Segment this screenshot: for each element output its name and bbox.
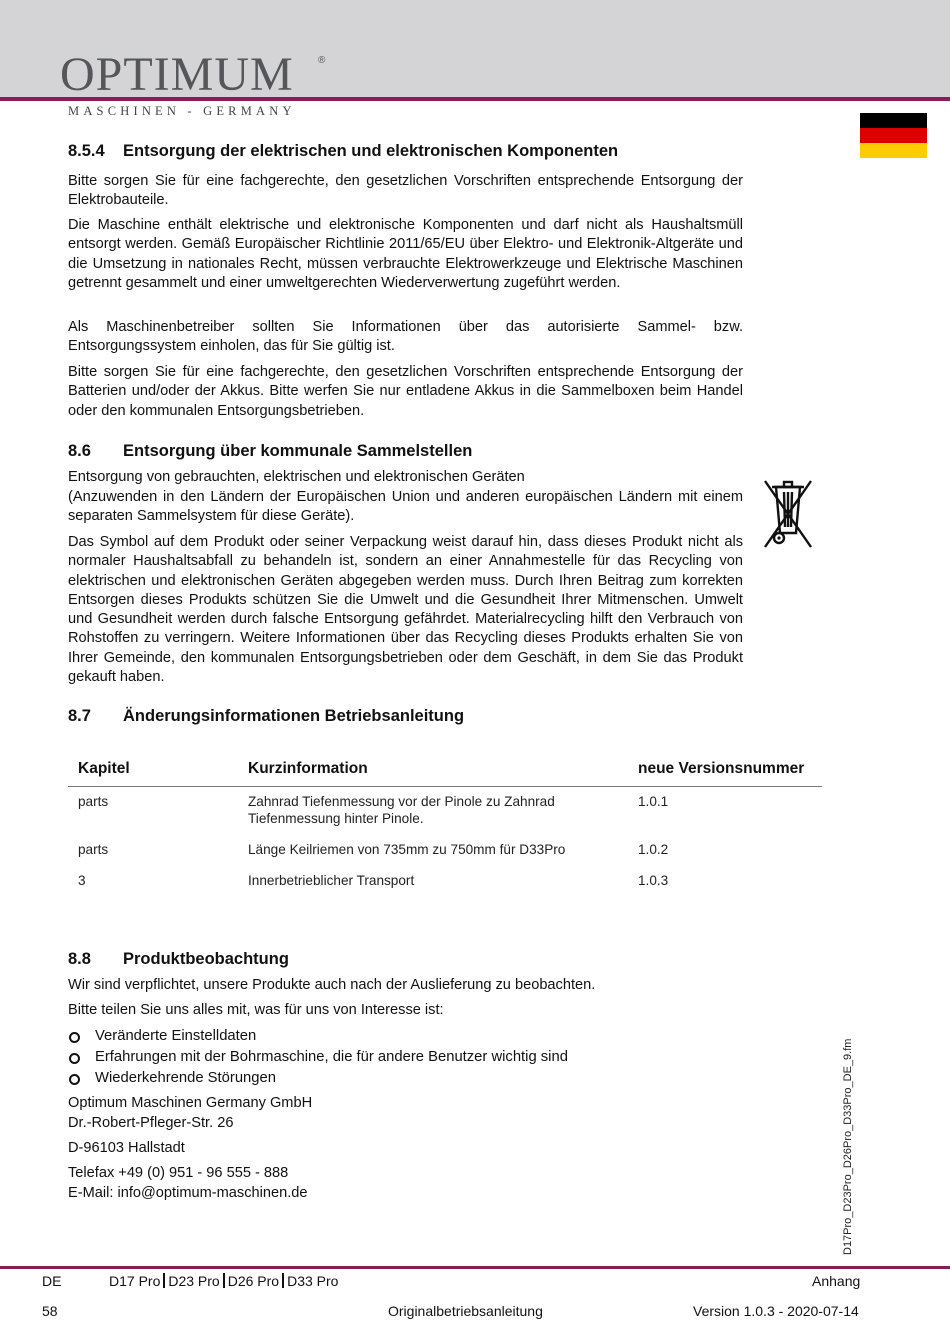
footer-divider	[0, 1266, 950, 1269]
paragraph: Wir sind verpflichtet, unsere Produkte auch nach der Auslieferung zu beobachten.	[68, 977, 596, 993]
section-heading-8-7: 8.7 Änderungsinformationen Betriebsanleitung	[68, 707, 465, 725]
bullet-circle-icon	[69, 1053, 80, 1064]
paragraph: Die Maschine enthält elektrische und elektronische Komponenten und darf nicht als Haushaltsmüll entsorgt werden. Gemäß Europäischer Richtlinie 2011/65/EU über Elektro- und Elektronik-Altgeräte und die Umsetzung in nationales Recht, müssen verbrauchte Elektrowerkzeuge und Elektrische Maschinen getrennt gesammelt und einer umweltgerechten Wiederverwertung zugeführt werden.	[68, 217, 743, 291]
company-city: D-96103 Hallstadt	[68, 1140, 185, 1156]
section-heading-8-8: 8.8 Produktbeobachtung	[68, 950, 289, 968]
table-cell: 3	[78, 873, 86, 888]
table-cell: parts	[78, 842, 109, 857]
change-log-table	[68, 754, 822, 897]
table-header-row	[68, 754, 822, 787]
paragraph: (Anzuwenden in den Ländern der Europäischen Union und anderen europäischen Ländern mit einem separaten Sammelsystem für diese Geräte).	[68, 489, 743, 525]
bullet-circle-icon	[69, 1074, 80, 1085]
table-cell: parts	[78, 794, 109, 809]
paragraph: Bitte teilen Sie uns alles mit, was für uns von Interesse ist:	[68, 1002, 444, 1018]
table-cell: 1.0.3	[638, 873, 669, 888]
table-row	[68, 787, 822, 836]
feedback-topics-list	[68, 1026, 568, 1089]
footer-section: Anhang	[812, 1273, 861, 1289]
table-cell: 1.0.2	[638, 842, 669, 857]
list-item: Wiederkehrende Störungen	[68, 1068, 568, 1089]
section-heading-8-5-4: 8.5.4 Entsorgung der elektrischen und elektronischen Komponenten	[68, 142, 619, 160]
paragraph: Das Symbol auf dem Produkt oder seiner Verpackung weist darauf hin, dass dieses Produkt nicht als normaler Haushaltsabfall zu behandeln ist, sondern an einer Annahmestelle für das Recycling von elektrischen und elektronischen Geräten abgegeben werden muss. Durch Ihren Beitrag zum korrekten Entsorgen dieses Produkts schützen Sie die Umwelt und die Gesundheit Ihrer Mitmenschen. Umwelt und Gesundheit werden durch falsche Entsorgung gefährdet. Materialrecycling hilft den Verbrauch von Rohstoffen zu verringern. Weitere Informationen über das Recycling dieses Produkts erhalten Sie von Ihrer Gemeinde, den kommunalen Entsorgungsbetrieben oder dem Geschäft, in dem Sie das Produkt gekauft haben.	[68, 534, 743, 686]
footer-models: D17 Pro D23 Pro D26 Pro D33 Pro	[109, 1273, 339, 1289]
brand-logo: OPTIMUM	[60, 48, 294, 101]
footer-page-number: 58	[42, 1303, 58, 1319]
column-header-version: neue Versionsnummer	[628, 754, 822, 787]
table-cell: Innerbetrieblicher Transport	[248, 873, 415, 888]
crossed-out-wheelie-bin-icon	[762, 475, 814, 555]
footer-language: DE	[42, 1273, 62, 1289]
paragraph: Als Maschinenbetreiber sollten Sie Informationen über das autorisierte Sammel- bzw. Entsorgungssystem einholen, das für Sie gültig ist.	[68, 319, 743, 355]
paragraph: Bitte sorgen Sie für eine fachgerechte, den gesetzlichen Vorschriften entsprechende Entsorgung der Elektrobauteile.	[68, 173, 743, 209]
company-email: E-Mail: info@optimum-maschinen.de	[68, 1185, 308, 1201]
column-header-kapitel: Kapitel	[68, 754, 238, 787]
table-cell: Zahnrad Tiefenmessung vor der Pinole zu Zahnrad Tiefenmessung hinter Pinole.	[248, 794, 555, 826]
list-item: Erfahrungen mit der Bohrmaschine, die für andere Benutzer wichtig sind	[68, 1047, 568, 1068]
table-cell: 1.0.1	[638, 794, 669, 809]
section-heading-8-6: 8.6 Entsorgung über kommunale Sammelstellen	[68, 442, 473, 460]
company-name: Optimum Maschinen Germany GmbH	[68, 1095, 313, 1111]
table-cell: Länge Keilriemen von 735mm zu 750mm für D33Pro	[248, 842, 566, 857]
bullet-circle-icon	[69, 1032, 80, 1043]
paragraph: Bitte sorgen Sie für eine fachgerechte, den gesetzlichen Vorschriften entsprechende Entsorgung der Batterien und/oder der Akkus. Bitte werfen Sie nur entladene Akkus in die Sammelboxen beim Handel oder den kommunalen Entsorgungsbetrieben.	[68, 364, 743, 419]
source-filename: D17Pro_D23Pro_D26Pro_D33Pro_DE_9.fm	[842, 1038, 854, 1255]
logo-registered-mark: ®	[318, 55, 326, 66]
footer-version: Version 1.0.3 - 2020-07-14	[693, 1303, 859, 1319]
company-street: Dr.-Robert-Pfleger-Str. 26	[68, 1115, 234, 1131]
german-flag-icon	[860, 113, 927, 158]
paragraph-line: Entsorgung von gebrauchten, elektrischen und elektronischen Geräten	[68, 469, 525, 485]
company-fax: Telefax +49 (0) 951 - 96 555 - 888	[68, 1165, 289, 1181]
table-row	[68, 866, 822, 897]
footer-doc-type: Originalbetriebsanleitung	[388, 1303, 543, 1319]
brand-tagline: MASCHINEN - GERMANY	[68, 104, 296, 118]
table-row	[68, 835, 822, 866]
list-item: Veränderte Einstelldaten	[68, 1026, 568, 1047]
column-header-kurzinformation: Kurzinformation	[238, 754, 628, 787]
